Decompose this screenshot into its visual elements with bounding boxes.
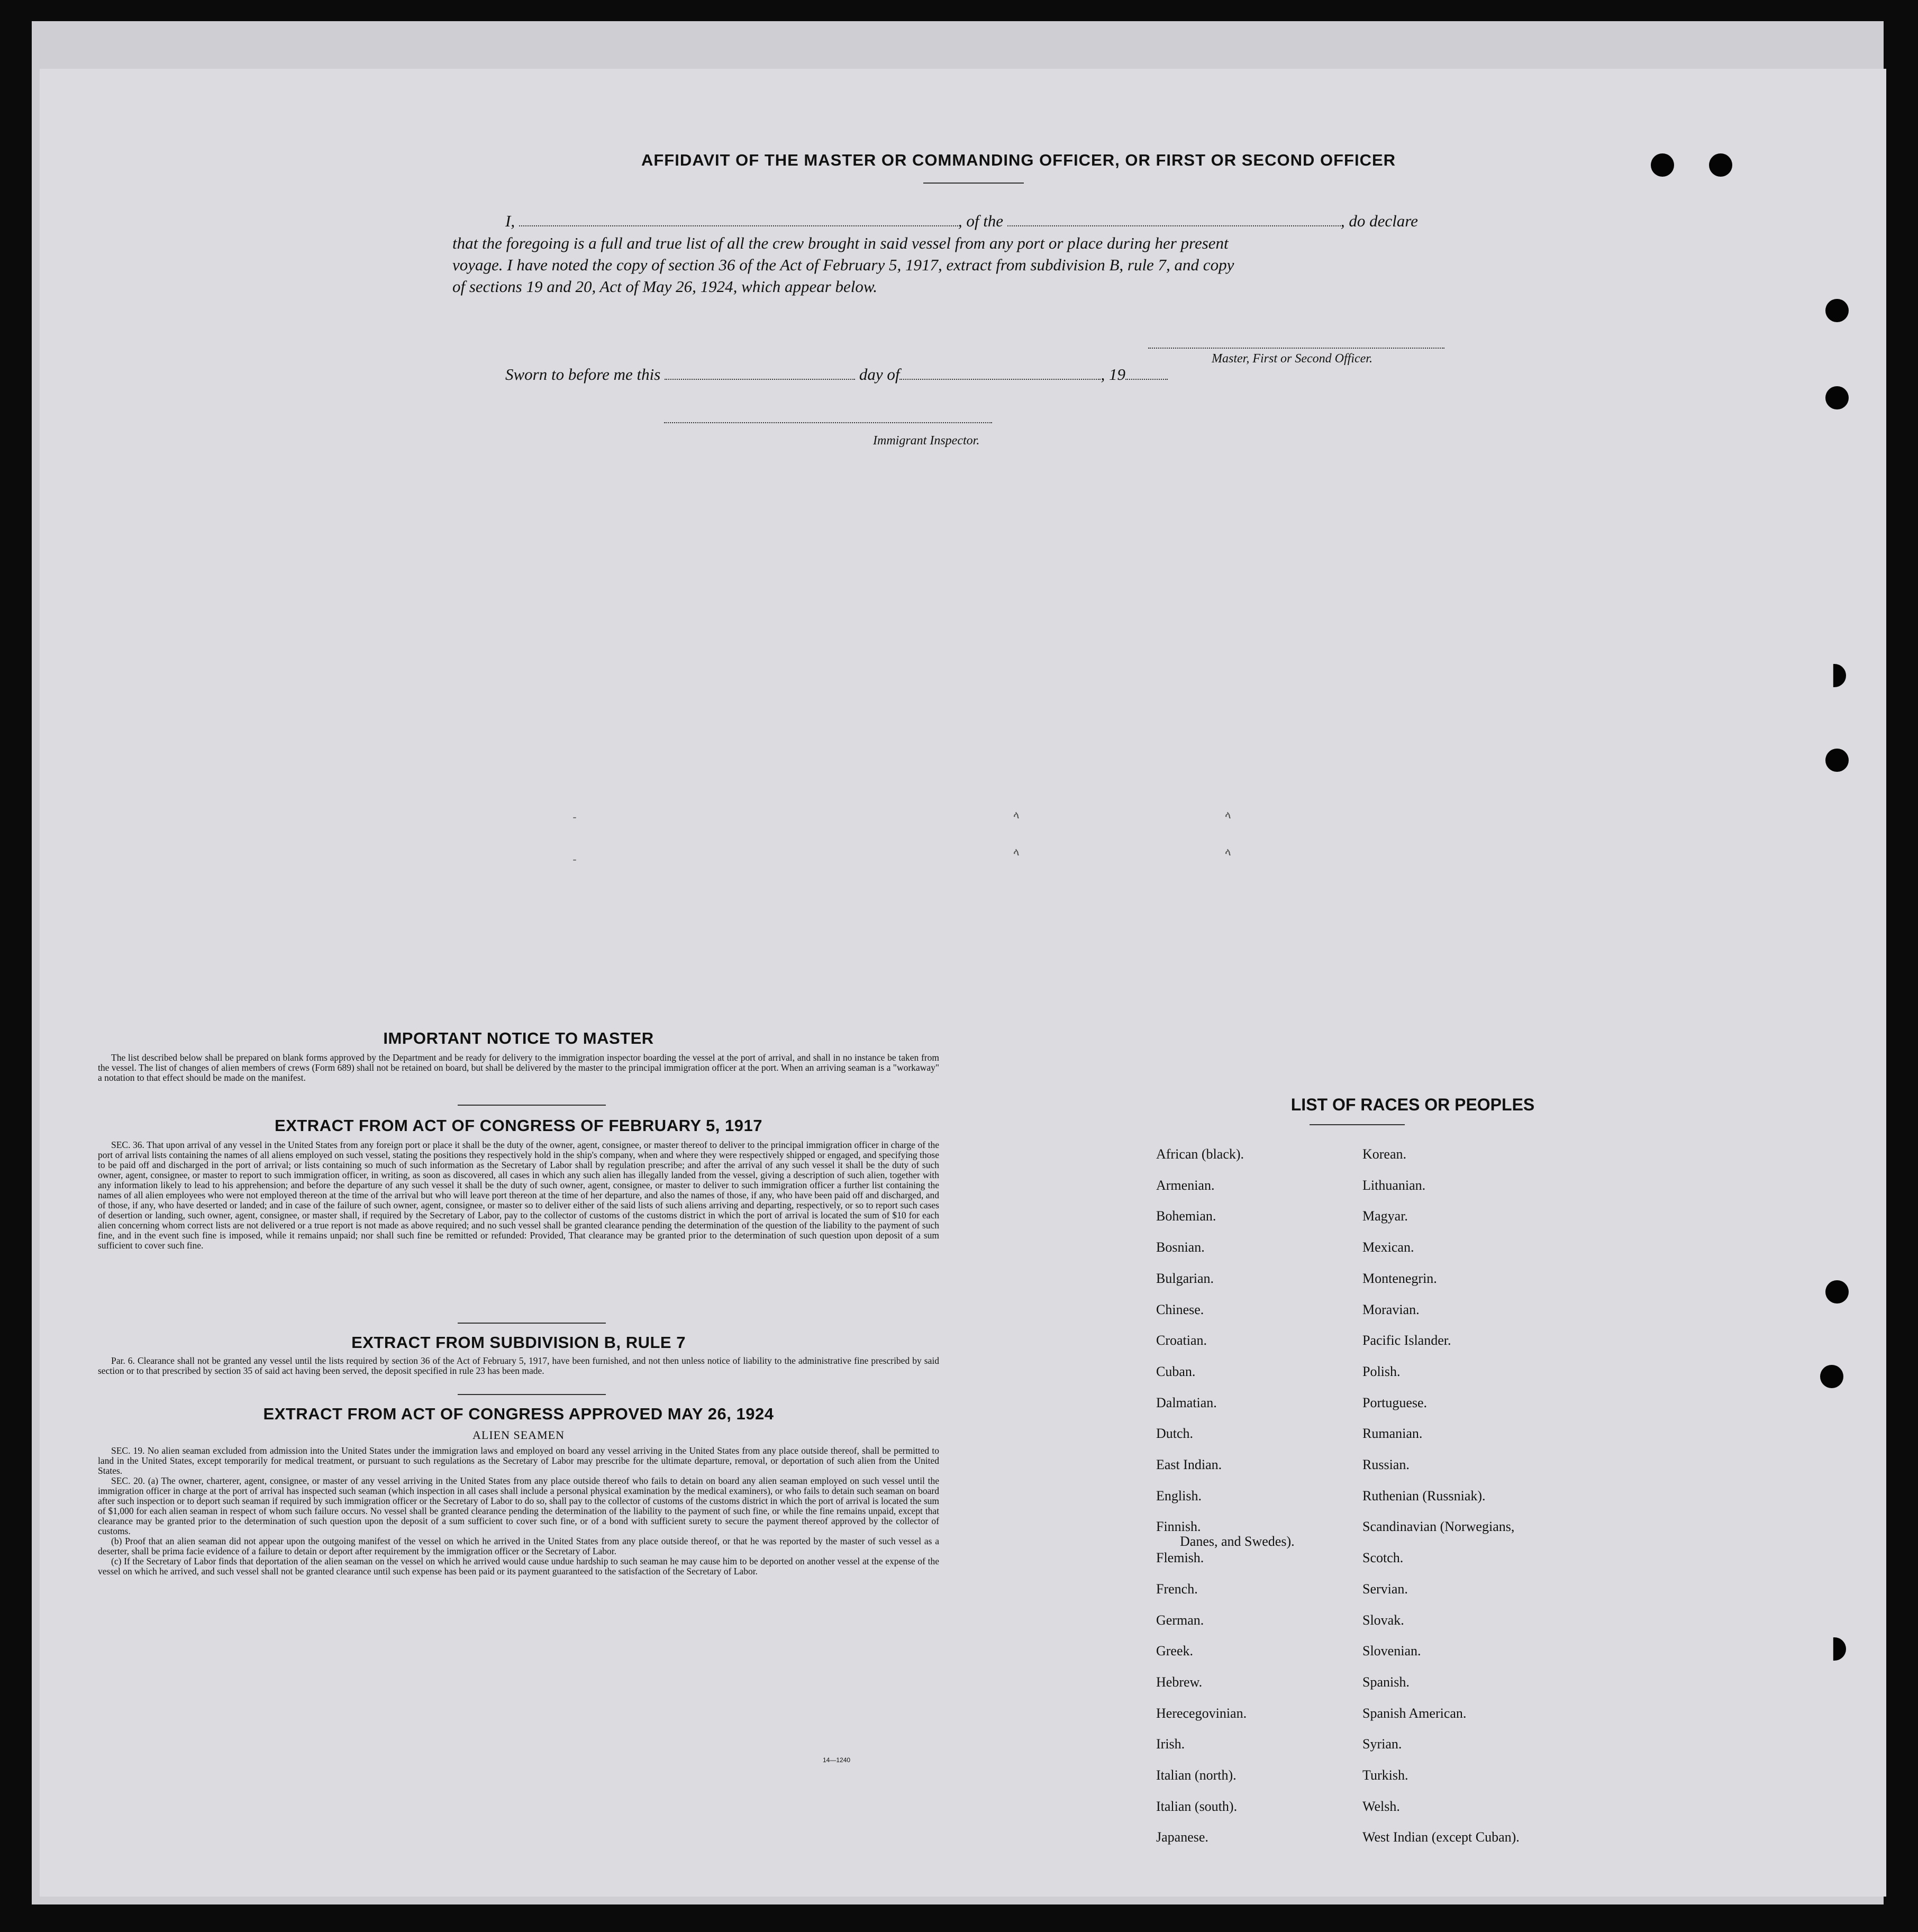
- race-item: Cuban.: [1156, 1363, 1196, 1379]
- race-item: Montenegrin.: [1362, 1270, 1437, 1286]
- race-item: Hebrew.: [1156, 1674, 1203, 1690]
- affidavit-line-1: [505, 212, 1418, 231]
- race-item: Slovak.: [1362, 1612, 1404, 1628]
- sworn-prefix: Sworn to before me this: [505, 365, 661, 384]
- race-item: Bosnian.: [1156, 1240, 1205, 1255]
- race-item: Finnish.: [1156, 1519, 1201, 1535]
- rule-7-paragraph: Par. 6. Clearance shall not be granted any vessel until the lists required by section 36 of the Act of February 5, 1917, have been furnished, and not then unless notice of liability to the administrative fine prescribed by said section or to that prescribed by section 35 of said act having been served, the deposit specified in rule 23 has been made.: [98, 1355, 939, 1376]
- sworn-day-of: day of: [859, 365, 900, 384]
- notice-paragraph: The list described below shall be prepared on blank forms approved by the Department and be ready for delivery to the immigration inspector boarding the vessel at the port of arrival, and shall in no instance be taken from the vessel. The list of changes of alien members of crews (Form 689) shall not be retained on board, but shall be delivered by the master to the principal immigration officer at the port. When an arriving seaman is a "workaway" a notation to that effect should be made on the manifest.: [98, 1052, 939, 1083]
- extract-1917-divider: [458, 1323, 606, 1324]
- race-item: German.: [1156, 1612, 1204, 1628]
- race-item: Chinese.: [1156, 1301, 1204, 1317]
- races-divider: [1310, 1124, 1405, 1125]
- affidavit-line-4: of sections 19 and 20, Act of May 26, 1924, which appear below.: [452, 277, 878, 296]
- sworn-year: , 19: [1101, 365, 1125, 384]
- race-item: Russian.: [1362, 1457, 1410, 1472]
- race-item: West Indian (except Cuban).: [1362, 1829, 1520, 1845]
- race-item: Bulgarian.: [1156, 1270, 1214, 1286]
- race-item: Croatian.: [1156, 1333, 1207, 1348]
- race-item: Syrian.: [1362, 1736, 1402, 1752]
- race-item: Spanish American.: [1362, 1705, 1467, 1721]
- affidavit-line-2: that the foregoing is a full and true list of all the crew brought in said vessel from any port or place during her present: [452, 234, 1229, 252]
- section-36-paragraph: SEC. 36. That upon arrival of any vessel in the United States from any foreign port or place it shall be the duty of the owner, agent, consignee, or master thereof to deliver to the principal immigration officer in charge of the port of arrival lists containing the names of all aliens employed on such vessel, stating the positions they respectively hold in the ship's company, when and where they were respectively shipped or engaged, and specifying those to be paid off and discharged in the port of arrival; or lists containing so much of such information as the Secretary of Labor shall by regulation prescribe; and after the arrival of any such vessel it shall be the duty of such owner, agent, consignee, or master to report to such immigration officer, in writing, as soon as discovered, all cases in which any such alien has illegally landed from the vessel, giving a description of such alien, together with any information likely to lead to his apprehension; and before the departure of any such vessel it shall be the duty of such owner, agent, consignee, or master to deliver to such immigration officer a further list containing the names of all alien employees who were not employed thereon at the time of the arrival but who will leave port thereon at the time of her departure, and also the names of those, if any, who have been paid off and discharged, and of those, if any, who have deserted or landed; and in case of the failure of such owner, agent, consignee, or master so to deliver either of the said lists of such aliens arriving and departing, respectively, or so to report such cases of desertion or landing, such owner, agent, consignee, or master shall, if required by the Secretary of Labor, pay to the collector of customs of the customs district in which the port of arrival is located the sum of $10 for each alien concerning whom correct lists are not delivered or a true report is not made as above required; and no such vessel shall be granted clearance pending the determination of the question of the liability to the payment of such fine, and in the event such fine is imposed, while it remains unpaid; nor shall such fine be remitted or refunded: Provided, That clearance may be granted prior to the determination of such question upon deposit of a sum sufficient to cover such fine.: [98, 1140, 939, 1251]
- bleed-through-mark: ላ: [1225, 847, 1231, 859]
- binder-hole: [1825, 299, 1849, 322]
- race-item: Dalmatian.: [1156, 1395, 1217, 1410]
- vessel-blank[interactable]: [1007, 224, 1341, 226]
- alien-seamen-subtitle: ALIEN SEAMEN: [472, 1428, 565, 1442]
- sworn-line: [505, 365, 1168, 384]
- race-item: Portuguese.: [1362, 1395, 1428, 1410]
- notice-title: IMPORTANT NOTICE TO MASTER: [383, 1029, 654, 1047]
- race-item: Scotch.: [1362, 1550, 1404, 1566]
- bleed-through-mark: ላ: [1225, 810, 1231, 822]
- race-item: Armenian.: [1156, 1177, 1215, 1193]
- binder-hole: [1823, 664, 1846, 687]
- binder-hole: [1825, 386, 1849, 409]
- race-item: Dutch.: [1156, 1426, 1194, 1442]
- race-item: African (black).: [1156, 1146, 1244, 1162]
- affidavit-line-3: voyage. I have noted the copy of section 36 of the Act of February 5, 1917, extract from subdivision B, rule 7, and copy: [452, 256, 1234, 274]
- binder-hole: [1825, 1280, 1849, 1304]
- affidavit-of-the: , of the: [958, 212, 1004, 230]
- race-item: Flemish.: [1156, 1550, 1204, 1566]
- extract-1917-title: EXTRACT FROM ACT OF CONGRESS OF FEBRUARY 5, 1917: [275, 1116, 762, 1135]
- inspector-signature-label: Immigrant Inspector.: [873, 434, 980, 448]
- race-item: Pacific Islander.: [1362, 1333, 1451, 1348]
- race-item: East Indian.: [1156, 1457, 1222, 1472]
- race-item: Rumanian.: [1362, 1426, 1423, 1442]
- race-item: Mexican.: [1362, 1240, 1414, 1255]
- affidavit-declare: , do declare: [1340, 212, 1418, 230]
- race-item: Danes, and Swedes).: [1180, 1534, 1295, 1550]
- race-item: Ruthenian (Russniak).: [1362, 1488, 1486, 1503]
- binder-hole: [1820, 1365, 1843, 1388]
- race-item: Welsh.: [1362, 1798, 1400, 1814]
- affidavit-i: I,: [505, 212, 515, 230]
- binder-hole: [1823, 1637, 1846, 1661]
- rule-7-divider: [458, 1394, 606, 1395]
- binder-hole: [1651, 153, 1674, 177]
- sworn-month-blank[interactable]: [899, 378, 1101, 380]
- binder-hole: [1709, 153, 1732, 177]
- race-item: Slovenian.: [1362, 1643, 1421, 1659]
- race-item: Spanish.: [1362, 1674, 1410, 1690]
- section-19-paragraph: SEC. 19. No alien seaman excluded from admission into the United States under the immigration laws and employed on board any vessel arriving in the United States from any place outside thereof, shall be permitted to land in the United States, except temporarily for medical treatment, or pursuant to such regulations as the Secretary of Labor may prescribe for the ultimate departure, removal, or deportation of such alien from the United States.: [98, 1445, 939, 1476]
- race-item: Japanese.: [1156, 1829, 1208, 1845]
- binder-hole: [1825, 749, 1849, 772]
- extract-1917-text: [98, 1140, 939, 1251]
- section-20c-paragraph: (c) If the Secretary of Labor finds that deportation of the alien seaman on the vessel on which he arrived would cause undue hardship to such seaman he may cause him to be deported on another vessel at the expense of the vessel on which he arrived, and such vessel shall not be granted clearance until such expense has been paid or its payment guaranteed to the satisfaction of the Secretary of Labor.: [98, 1556, 939, 1576]
- section-20b-paragraph: (b) Proof that an alien seaman did not appear upon the outgoing manifest of the vessel on which he arrived in the United States from any place outside thereof, or that he was reported by the master of such vessel as a deserter, shall be prima facie evidence of a failure to detain or deport after requirement by the immigration officer or the Secretary of Labor.: [98, 1536, 939, 1556]
- bleed-through-mark: -: [571, 812, 578, 824]
- inspector-signature-line[interactable]: [664, 422, 992, 423]
- rule-7-title: EXTRACT FROM SUBDIVISION B, RULE 7: [351, 1333, 686, 1352]
- bleed-through-mark: -: [571, 854, 578, 867]
- race-item: Servian.: [1362, 1581, 1408, 1597]
- bleed-through-mark: ላ: [1013, 810, 1020, 822]
- race-item: Magyar.: [1362, 1208, 1408, 1224]
- race-item: Italian (north).: [1156, 1767, 1237, 1783]
- race-item: Bohemian.: [1156, 1208, 1216, 1224]
- sworn-date-blank[interactable]: [665, 378, 855, 380]
- races-title: LIST OF RACES OR PEOPLES: [1290, 1095, 1535, 1114]
- bleed-through-mark: ላ: [1013, 847, 1020, 859]
- extract-1924-title: EXTRACT FROM ACT OF CONGRESS APPROVED MAY 26, 1924: [263, 1405, 774, 1423]
- race-item: Italian (south).: [1156, 1798, 1238, 1814]
- form-number: 14—1240: [823, 1756, 851, 1764]
- race-item: Herecegovinian.: [1156, 1705, 1247, 1721]
- race-item: Lithuanian.: [1362, 1177, 1426, 1193]
- race-item: French.: [1156, 1581, 1198, 1597]
- race-item: Polish.: [1362, 1363, 1401, 1379]
- race-item: Moravian.: [1362, 1301, 1420, 1317]
- notice-divider: [458, 1105, 606, 1106]
- race-item: Greek.: [1156, 1643, 1194, 1659]
- race-item: English.: [1156, 1488, 1202, 1503]
- race-item: Scandinavian (Norwegians,: [1362, 1519, 1515, 1535]
- race-item: Turkish.: [1362, 1767, 1408, 1783]
- master-signature-line[interactable]: [1148, 348, 1444, 349]
- title-divider: [923, 183, 1024, 184]
- form-page: [40, 69, 1886, 1897]
- race-item: Irish.: [1156, 1736, 1185, 1752]
- extract-1924-text: [98, 1446, 939, 1576]
- sworn-year-blank[interactable]: [1125, 378, 1168, 380]
- race-item: Korean.: [1362, 1146, 1407, 1162]
- affidavit-title: AFFIDAVIT OF THE MASTER OR COMMANDING OFFICER, OR FIRST OR SECOND OFFICER: [641, 151, 1396, 169]
- master-signature-label: Master, First or Second Officer.: [1212, 352, 1372, 366]
- rule-7-text: [98, 1356, 939, 1376]
- section-20a-paragraph: SEC. 20. (a) The owner, charterer, agent, consignee, or master of any vessel arriving in the United States from any place outside thereof who fails to detain on board any alien seaman employed on such vessel until the immigration officer in charge at the port of arrival has inspected such seaman (which inspection in all cases shall include a personal physical examination by the medical examiners), or who fails to detain such seaman on board after such inspection or to deport such seaman if required by such immigration officer or the Secretary of Labor to do so, shall pay to the collector of customs of the customs district in which the port of arrival is located the sum of $1,000 for each alien seaman in respect of whom such failure occurs. No vessel shall be granted clearance pending the determination of the liability to the payment of such fine, or while the fine remains unpaid, except that clearance may be granted prior to the determination of such question upon the deposit of a sum sufficient to cover such fine, or of a bond with sufficient surety to secure the payment thereof approved by the collector of customs.: [98, 1475, 939, 1536]
- name-blank[interactable]: [519, 224, 958, 226]
- notice-text: [98, 1053, 939, 1083]
